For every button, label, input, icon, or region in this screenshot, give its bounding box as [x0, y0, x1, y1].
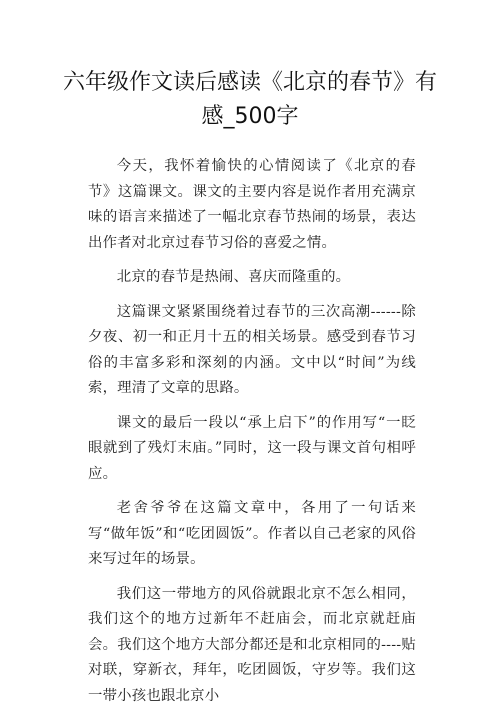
paragraph: 北京的春节是热闹、喜庆而隆重的。 [116, 269, 351, 285]
paragraph: 这篇课文紧紧围绕着过春节的三次高潮------除夕夜、初一和正月十五的相关场景。感受到春节习俗的丰富多彩和深刻的内涵。文中以“时间”为线索，理清了文章的思路。 [88, 303, 416, 396]
paragraph: 课文的最后一段以“承上启下”的作用写“一眨眼就到了残灯末庙。”同时，这一段与课文首句相呼应。 [88, 414, 416, 482]
document-title: 六年级作文读后感读《北京的春节》有感_500字 [62, 70, 437, 129]
document-body [88, 154, 416, 718]
paragraph: 我们这一带地方的风俗就跟北京不怎么相同，我们这个的地方过新年不赶庙会，而北京就赶庙会。我们这个地方大部分都还是和北京相同的----贴对联，穿新衣，拜年，吃团圆饭，守岁等。我们这一带小孩也跟北京小 [88, 585, 416, 704]
paragraph: 老舍爷爷在这篇文章中，各用了一句话来写“做年饭”和“吃团圆饭”。作者以自己老家的风俗来写过年的场景。 [88, 500, 416, 567]
paragraph: 今天，我怀着愉快的心情阅读了《北京的春节》这篇课文。课文的主要内容是说作者用充满京味的语言来描述了一幅北京春节热闹的场景，表达出作者对北京过春节习俗的喜爱之情。 [88, 158, 416, 251]
